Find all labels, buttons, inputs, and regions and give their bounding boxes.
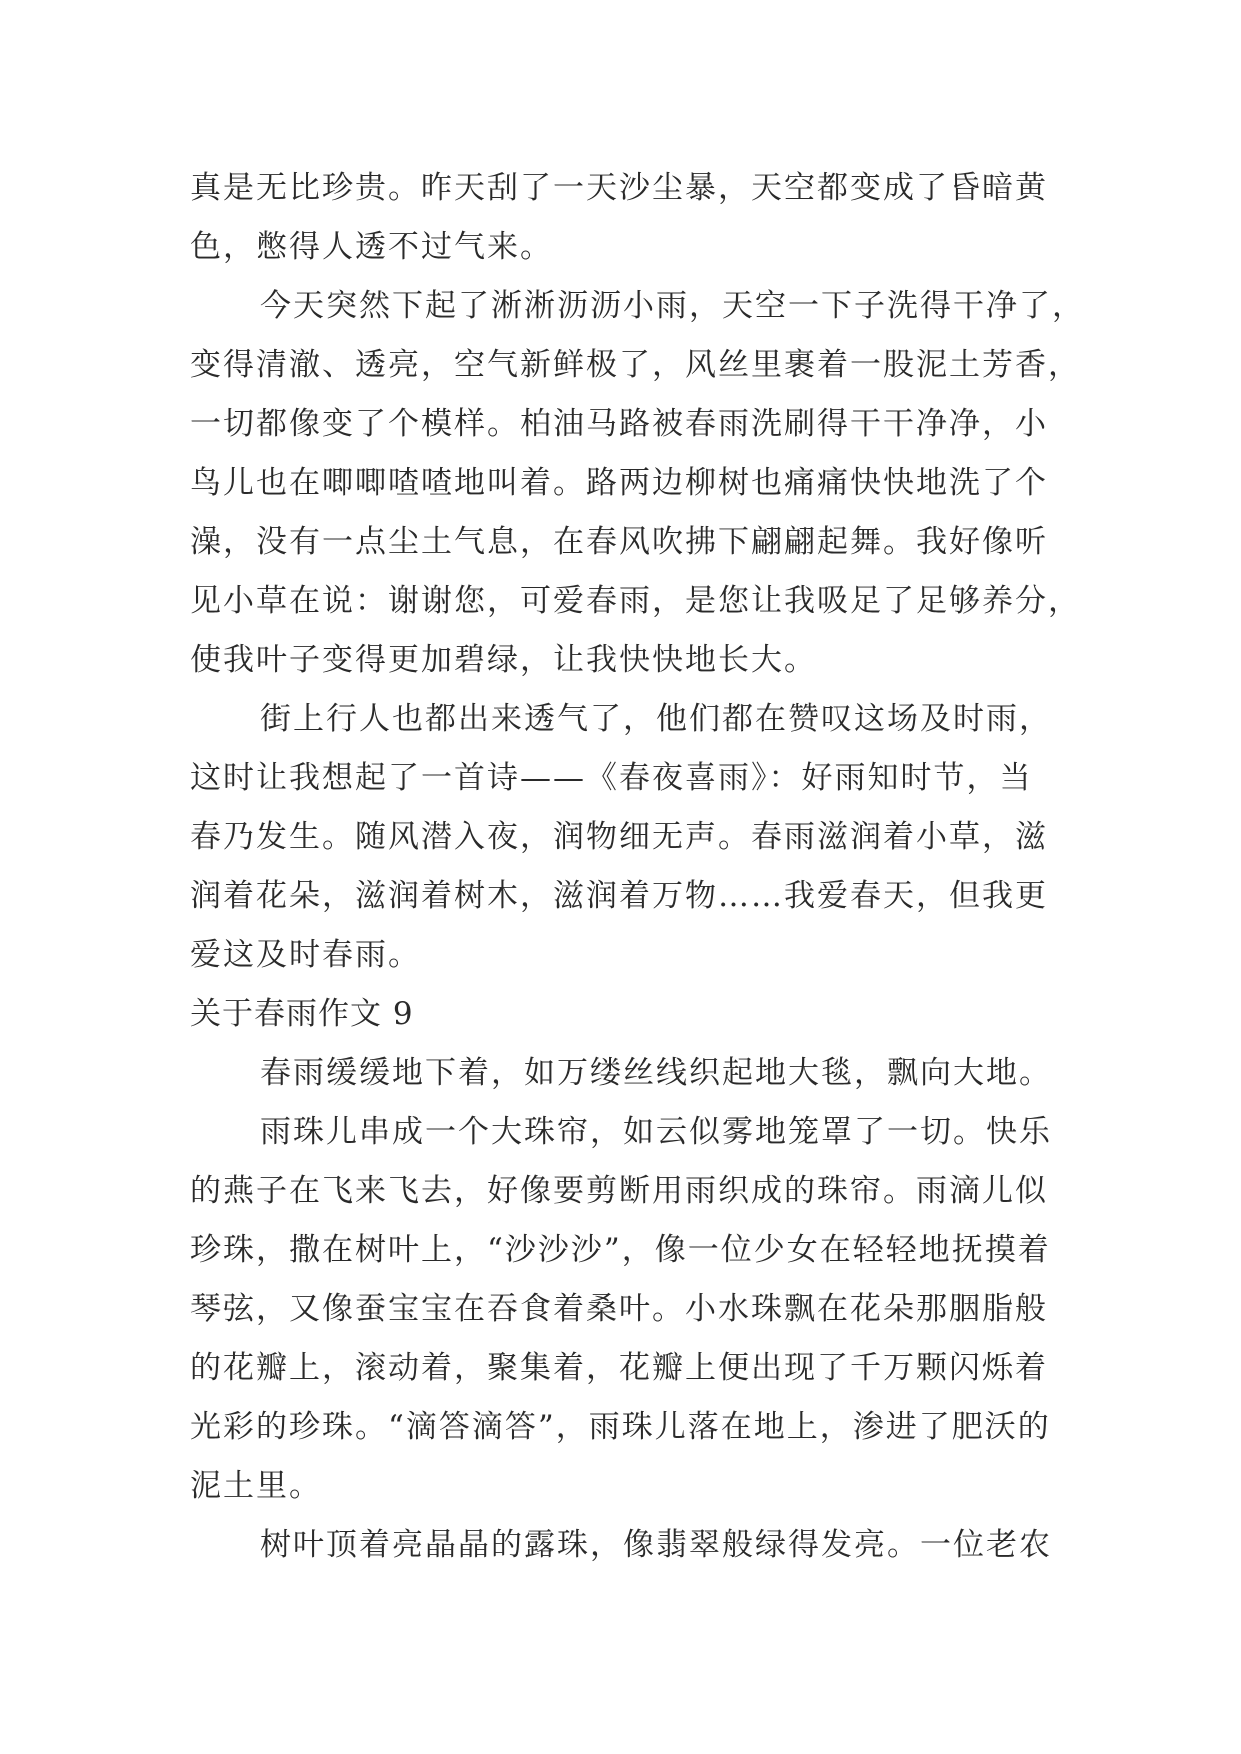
text-line: 色，憋得人透不过气来。 [190, 229, 553, 265]
text-line: 爱这及时春雨。 [190, 937, 421, 973]
text-line: 春乃发生。随风潜入夜，润物细无声。春雨滋润着小草，滋 [190, 819, 1048, 855]
text-line: 珍珠，撒在树叶上，“沙沙沙”，像一位少女在轻轻地抚摸着 [190, 1232, 1051, 1268]
paragraph-start-line: 春雨缓缓地下着，如万缕丝线织起地大毯，飘向大地。 [260, 1055, 1052, 1091]
text-line: 使我叶子变得更加碧绿，让我快快地长大。 [190, 642, 817, 678]
text-line: 泥土里。 [190, 1468, 322, 1504]
text-line: 这时让我想起了一首诗——《春夜喜雨》：好雨知时节，当 [190, 760, 1033, 796]
text-line: 澡，没有一点尘土气息，在春风吹拂下翩翩起舞。我好像听 [190, 524, 1048, 560]
document-body [190, 159, 1090, 1575]
text-line: 的花瓣上，滚动着，聚集着，花瓣上便出现了千万颗闪烁着 [190, 1350, 1048, 1386]
paragraph-start-line: 街上行人也都出来透气了，他们都在赞叹这场及时雨， [260, 701, 1052, 737]
text-line: 变得清澈、透亮，空气新鲜极了，风丝里裹着一股泥土芳香， [190, 347, 1081, 383]
text-line: 琴弦，又像蚕宝宝在吞食着桑叶。小水珠飘在花朵那胭脂般 [190, 1291, 1048, 1327]
text-line: 润着花朵，滋润着树木，滋润着万物……我爱春天，但我更 [190, 878, 1048, 914]
text-line: 光彩的珍珠。“滴答滴答”，雨珠儿落在地上，渗进了肥沃的 [190, 1409, 1051, 1445]
text-line: 鸟儿也在唧唧喳喳地叫着。路两边柳树也痛痛快快地洗了个 [190, 465, 1048, 501]
section-heading: 关于春雨作文 9 [190, 996, 414, 1032]
text-line: 见小草在说：谢谢您，可爱春雨，是您让我吸足了足够养分， [190, 583, 1081, 619]
paragraph-start-line: 雨珠儿串成一个大珠帘，如云似雾地笼罩了一切。快乐 [260, 1114, 1052, 1150]
text-line: 真是无比珍贵。昨天刮了一天沙尘暴，天空都变成了昏暗黄 [190, 170, 1048, 206]
paragraph-start-line: 树叶顶着亮晶晶的露珠，像翡翠般绿得发亮。一位老农 [260, 1527, 1052, 1563]
text-line: 一切都像变了个模样。柏油马路被春雨洗刷得干干净净，小 [190, 406, 1048, 442]
text-line: 的燕子在飞来飞去，好像要剪断用雨织成的珠帘。雨滴儿似 [190, 1173, 1048, 1209]
paragraph-start-line: 今天突然下起了淅淅沥沥小雨，天空一下子洗得干净了， [260, 288, 1085, 324]
